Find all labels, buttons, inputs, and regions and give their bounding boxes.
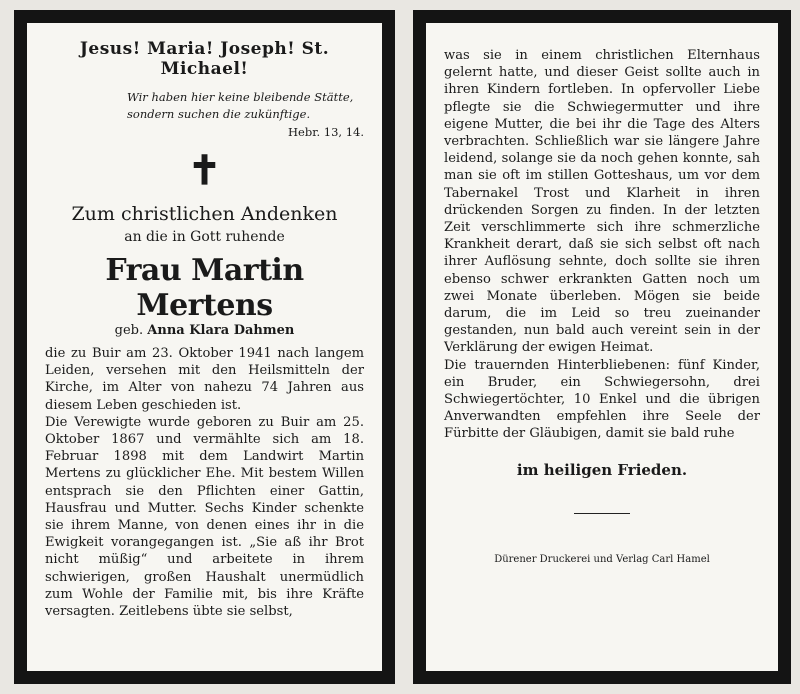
divider-rule (574, 513, 630, 514)
printer-credit: Dürener Druckerei und Verlag Carl Hamel (494, 553, 710, 565)
biography-continued-paragraph: was sie in einem christlichen Elternhaus gelernt hatte, und dieser Geist sollte auch in ihren Kindern fortleben. In opfervoller Liebe pflegte sie die Schwiegermutter und ihre eigene Mutter, die bei ihr die Tage des Alters verbrachten. Schließlich war sie längere Jahre leidend, solange sie da noch gehen konnte, sah man sie oft im stillen Gotteshaus, um vor dem Tabernakel Trost und Klarheit in ihren drückenden Sorgen zu finden. In der letzten Zeit verschlimmerte sich ihre schmerzliche Krankheit derart, daß sie sich selbst oft nach ihrer Auflösung sehnte, doch sollte sie ihren ebenso schwer erkrankten Gatten noch um zwei Monate überleben. Mögen sie beide darum, die im Leid so treu zueinander gestanden, nun bald auch vereint sein in der Verklärung der ewigen Heimat. (444, 48, 760, 356)
left-body-text (45, 345, 364, 620)
right-card-panel (413, 10, 791, 684)
birth-prefix: geb. (114, 323, 144, 338)
death-notice-paragraph: die zu Buir am 23. Oktober 1941 nach langem Leiden, versehen mit den Heilsmitteln der Kirche, im Alter von nahezu 74 Jahren aus diesem Leben geschieden ist. (45, 346, 364, 413)
left-card-panel (14, 10, 395, 684)
biography-paragraph: Die Verewigte wurde geboren zu Buir am 25. Oktober 1867 und vermählte sich am 18. Februar 1898 mit dem Landwirt Martin Mertens zu glücklicher Ehe. Mit bestem Willen entsprach sie den Pflichten einer Gattin, Hausfrau und Mutter. Sechs Kinder schenkte sie ihrem Manne, von denen eines ihr in die Ewigkeit vorangegangen ist. „Sie aß ihr Brot nicht müßig“ und arbeitete in ihrem schwierigen, großen Haushalt unermüdlich zum Wohle der Familie mit, bis ihre Kräfte versagten. Zeitlebens übte sie selbst, (45, 414, 364, 620)
scripture-reference: Hebr. 13, 14. (288, 125, 364, 139)
birth-name-line (45, 323, 364, 338)
final-blessing: im heiligen Frieden. (516, 460, 688, 479)
deceased-name: Frau Martin Mertens (105, 253, 304, 323)
cross-icon: ✝ (187, 147, 222, 194)
right-card-content (426, 23, 778, 671)
memory-heading: Zum christlichen Andenken (71, 203, 338, 225)
rest-line: an die in Gott ruhende (124, 229, 285, 245)
birth-name: Anna Klara Dahmen (147, 323, 295, 338)
left-card-content (27, 23, 382, 671)
scripture-quote: Wir haben hier keine bleibende Stätte, sondern suchen die zukünftige. (127, 90, 354, 121)
right-body-text (444, 47, 760, 443)
mourners-paragraph: Die trauernden Hinterbliebenen: fünf Kinder, ein Bruder, ein Schwiegersohn, drei Schwiegertöchter, 10 Enkel und die übrigen Anverwandten empfehlen ihre Seele der Fürbitte der Gläubigen, damit sie bald ruhe (444, 357, 760, 442)
invocation-heading: Jesus! Maria! Joseph! St. Michael! (79, 39, 330, 79)
